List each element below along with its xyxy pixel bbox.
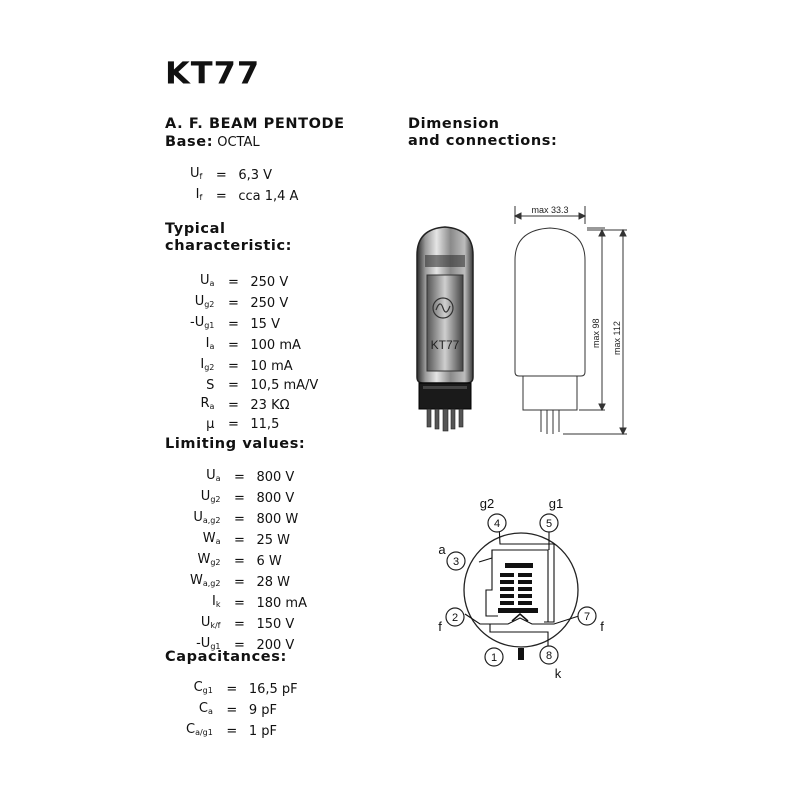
param-value: 100 mA (250, 337, 301, 353)
capacitance-row (186, 700, 298, 721)
param-symbol (190, 509, 228, 530)
param-subscript: g2 (204, 363, 215, 372)
param-symbol (190, 395, 222, 416)
limiting-row (190, 551, 307, 572)
typical-row (190, 416, 318, 434)
param-symbol (186, 700, 221, 721)
param-symbol (190, 467, 228, 488)
param-symbol-text: I (212, 594, 216, 609)
typical-row (190, 272, 318, 293)
pin-label-k: k (554, 666, 562, 681)
limiting-row (190, 614, 307, 635)
base-line (165, 134, 260, 150)
equals-sign: = (227, 337, 239, 353)
param-value: 800 W (256, 511, 299, 527)
param-symbol-text: C (193, 680, 203, 695)
param-value: 15 V (250, 316, 280, 332)
param-subscript: g2 (204, 300, 215, 309)
typical-row (190, 293, 318, 314)
param-symbol-text: U (193, 510, 203, 525)
param-value: 800 V (256, 469, 295, 485)
tube-photo (405, 215, 505, 440)
dimension-heading-line2: and connections: (408, 133, 558, 149)
param-value: 23 KΩ (250, 397, 290, 413)
param-value: 150 V (256, 616, 295, 632)
param-value: 800 V (256, 490, 295, 506)
limiting-row (190, 467, 307, 488)
param-symbol (190, 572, 228, 593)
pin-4-number: 4 (493, 518, 501, 530)
limiting-row (190, 530, 307, 551)
dimension-heading-line1: Dimension (408, 116, 500, 132)
param-symbol (190, 488, 228, 509)
param-symbol-text: I (195, 187, 200, 202)
param-value: 25 W (256, 532, 291, 548)
equals-sign: = (234, 595, 245, 611)
equals-sign: = (234, 490, 245, 506)
param-subscript: k (215, 600, 221, 609)
param-symbol-text: R (200, 396, 210, 411)
param-symbol (186, 721, 221, 742)
param-symbol-text: -U (190, 315, 205, 330)
base-value: OCTAL (217, 135, 260, 150)
param-subscript: a (207, 707, 213, 716)
param-symbol (190, 314, 222, 335)
equals-sign: = (227, 295, 239, 311)
param-value: cca 1,4 A (238, 188, 299, 204)
param-subscript: a/g1 (195, 728, 213, 737)
param-subscript: k/f (210, 621, 221, 630)
param-symbol-text: U (200, 615, 211, 630)
param-symbol (190, 530, 228, 551)
equals-sign: = (226, 681, 238, 697)
param-symbol (190, 614, 228, 635)
param-symbol-text: U (200, 489, 211, 504)
equals-sign: = (234, 469, 245, 485)
equals-sign: = (234, 574, 245, 590)
param-subscript: a,g2 (202, 516, 221, 525)
param-symbol (190, 335, 222, 356)
param-value: 11,5 (250, 417, 280, 432)
param-value: 10 mA (250, 358, 293, 374)
page-title: KT77 (165, 54, 261, 92)
typical-row (190, 335, 318, 356)
pin-3-number: 3 (452, 556, 460, 568)
typical-row (190, 314, 318, 335)
equals-sign: = (227, 358, 239, 374)
typical-row (190, 395, 318, 416)
equals-sign: = (226, 702, 238, 718)
equals-sign: = (234, 616, 245, 632)
typical-table (190, 272, 318, 434)
heater-row (190, 186, 298, 207)
typical-row (190, 377, 318, 395)
capacitances-heading: Capacitances: (165, 649, 287, 665)
pin-label-f-left: f (438, 619, 442, 634)
pin-2-number: 2 (451, 612, 459, 624)
total-height-label: max 112 (612, 321, 622, 355)
param-symbol-text: S (206, 378, 215, 393)
equals-sign: = (227, 417, 239, 432)
param-subscript: a,g2 (202, 579, 221, 588)
pin-label-g2: g2 (479, 496, 495, 511)
heater-table (190, 165, 298, 207)
limiting-row (190, 572, 307, 593)
param-subscript: g2 (210, 558, 221, 567)
param-subscript: a (215, 474, 221, 483)
equals-sign: = (227, 397, 239, 413)
dimension-drawing (505, 200, 645, 445)
param-symbol (190, 593, 228, 614)
param-subscript: a (209, 342, 215, 351)
limiting-row (190, 509, 307, 530)
base-label: Base: (165, 134, 214, 150)
equals-sign: = (227, 274, 239, 290)
equals-sign: = (215, 167, 227, 183)
pin-label-g1: g1 (548, 496, 564, 511)
param-symbol-text: W (202, 531, 216, 546)
param-value: 250 V (250, 274, 289, 290)
param-subscript: f (199, 193, 203, 202)
param-symbol-text: I (200, 357, 205, 372)
key-pin (518, 648, 524, 660)
capacitance-row (186, 679, 298, 700)
capacitance-row (186, 721, 298, 742)
typical-row (190, 356, 318, 377)
param-subscript: g1 (202, 686, 213, 695)
equals-sign: = (234, 637, 245, 653)
param-symbol-text: W (197, 552, 211, 567)
param-symbol-text: I (205, 336, 210, 351)
param-value: 6,3 V (238, 167, 273, 183)
param-value: 1 pF (248, 723, 277, 739)
tube-type-heading: A. F. BEAM PENTODE (165, 116, 345, 132)
param-symbol-text: U (190, 166, 200, 181)
param-symbol-text: W (190, 573, 203, 588)
equals-sign: = (227, 316, 239, 332)
width-dimension-label: max 33.3 (531, 205, 569, 215)
param-symbol-text: μ (206, 417, 215, 432)
param-symbol (190, 165, 210, 186)
param-symbol (190, 272, 222, 293)
pin-7-number: 7 (583, 611, 591, 623)
limiting-row (190, 593, 307, 614)
pin-diagram (430, 490, 620, 685)
param-symbol (190, 416, 222, 434)
equals-sign: = (234, 532, 245, 548)
param-value: 200 V (256, 637, 295, 653)
typical-heading-line2: characteristic: (165, 238, 293, 254)
pin-5-number: 5 (545, 518, 553, 530)
param-subscript: f (199, 172, 203, 181)
param-symbol (190, 356, 222, 377)
param-value: 9 pF (248, 702, 277, 718)
param-symbol (190, 377, 222, 395)
pin-label-a: a (438, 542, 446, 557)
typical-heading (165, 221, 292, 255)
typical-heading-line1: Typical (165, 221, 226, 237)
param-symbol-text: U (199, 273, 210, 288)
param-subscript: a (215, 537, 221, 546)
limiting-row (190, 488, 307, 509)
body-height-label: max 98 (591, 318, 601, 348)
param-subscript: g2 (210, 495, 221, 504)
param-subscript: a (209, 279, 215, 288)
param-symbol-text: C (198, 701, 208, 716)
limiting-heading: Limiting values: (165, 436, 306, 452)
param-symbol-text: C (186, 722, 196, 737)
pin-8-number: 8 (545, 650, 553, 662)
param-value: 6 W (256, 553, 282, 569)
anode-plate (505, 563, 533, 568)
param-subscript: a (209, 402, 215, 411)
param-symbol-text: -U (196, 636, 211, 651)
equals-sign: = (234, 553, 245, 569)
param-symbol (190, 186, 210, 207)
dimension-heading (408, 116, 557, 150)
equals-sign: = (234, 511, 245, 527)
param-value: 180 mA (256, 595, 307, 611)
param-symbol-text: U (206, 468, 216, 483)
pin-label-f-right: f (600, 619, 604, 634)
tube-marking: KT77 (430, 338, 460, 352)
param-symbol (186, 679, 221, 700)
param-value: 250 V (250, 295, 289, 311)
equals-sign: = (226, 723, 238, 739)
param-subscript: g1 (210, 642, 221, 651)
capacitances-table (186, 679, 298, 742)
param-value: 28 W (256, 574, 291, 590)
param-symbol-text: U (194, 294, 205, 309)
param-subscript: g1 (204, 321, 215, 330)
param-value: 10,5 mA/V (250, 378, 319, 393)
param-value: 16,5 pF (248, 681, 298, 697)
equals-sign: = (215, 188, 227, 204)
limiting-table (190, 467, 307, 656)
param-symbol (190, 293, 222, 314)
equals-sign: = (227, 378, 239, 393)
pin-1-number: 1 (490, 652, 498, 664)
heater-row (190, 165, 298, 186)
param-symbol (190, 551, 228, 572)
